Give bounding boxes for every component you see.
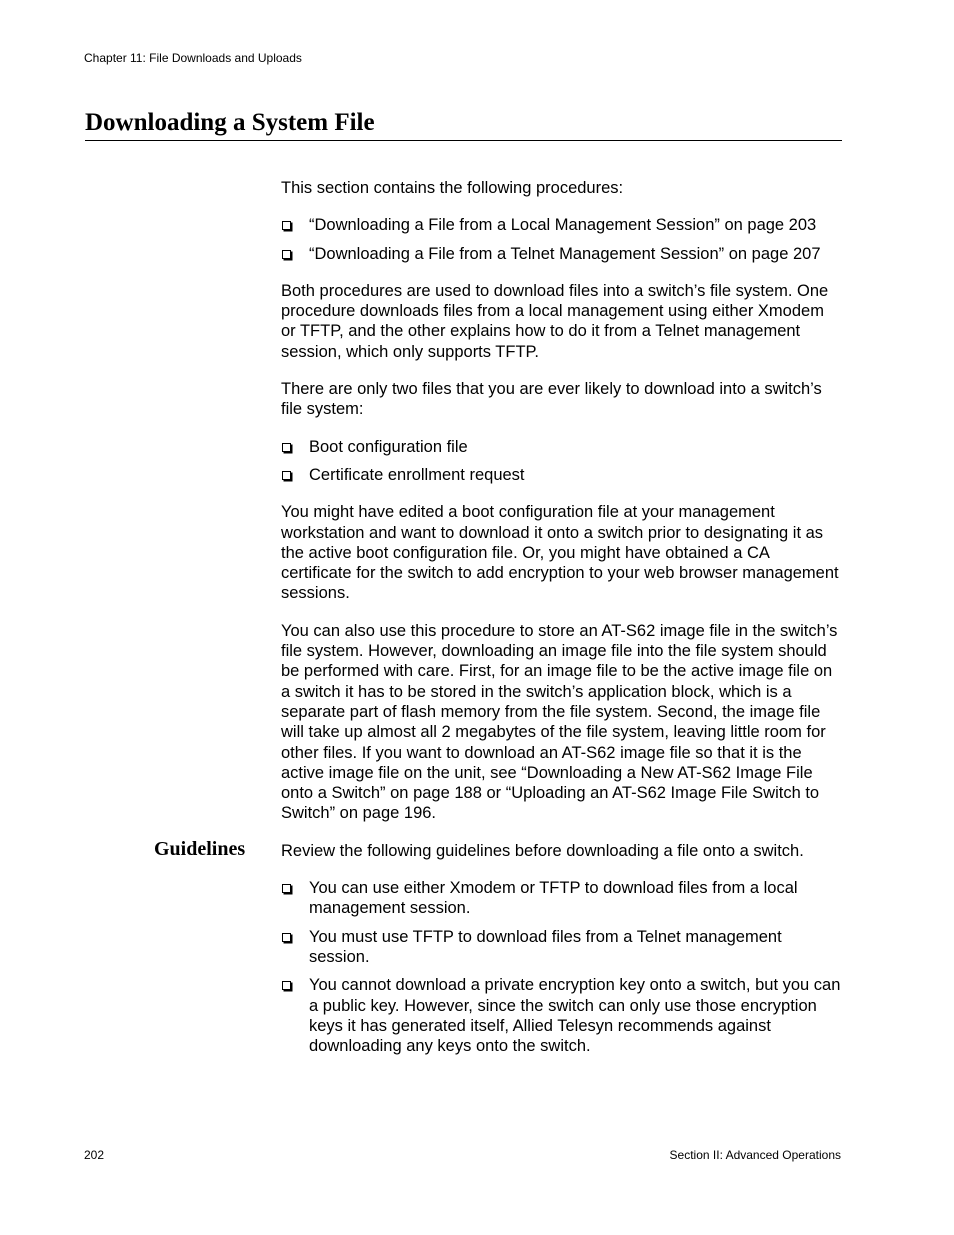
- image-file-paragraph: You can also use this procedure to store an AT-S62 image file in the switch’s file system. However, downloading an image file into the file system should be performed with care. First, for an image file to be the active image file on a switch it has to be stored in the switch’s application block, which is a separate part of flash memory from the file system. Second, the image file will take up almost all 2 megabytes of the file system, leaving little room for other files. If you want to download an AT-S62 image file so that it is the active image file on the unit, see “Downloading a New AT-S62 Image File onto a Switch” on page 188 or “Uploading an AT-S62 Image File Switch to Switch” on page 196.: [281, 621, 838, 823]
- running-header: Chapter 11: File Downloads and Uploads: [84, 51, 302, 65]
- checkbox-bullet-icon: [282, 443, 291, 452]
- file-item-label: Certificate enrollment request: [309, 465, 525, 484]
- list-item: [281, 927, 843, 968]
- guideline-text: You cannot download a private encryption key onto a switch, but you can a public key. However, since the switch can only use those encryption keys it has generated itself, Allied Telesyn recommends against downloading any keys onto the switch.: [309, 976, 841, 1056]
- file-list: [281, 437, 843, 486]
- list-item: [281, 215, 843, 235]
- checkbox-bullet-icon: [282, 471, 291, 480]
- procedures-paragraph: Both procedures are used to download files into a switch’s file system. One procedure downloads files from a local management using either Xmodem or TFTP, and the other explains how to do it from a Telnet management session, which only supports TFTP.: [281, 281, 829, 361]
- guideline-text: You must use TFTP to download files from a Telnet management session.: [309, 927, 782, 966]
- guidelines-section: [154, 837, 843, 1057]
- title-rule: [85, 140, 842, 141]
- checkbox-bullet-icon: [282, 933, 291, 942]
- checkbox-bullet-icon: [282, 221, 291, 230]
- list-item: [281, 437, 843, 457]
- guidelines-intro: Review the following guidelines before downloading a file onto a switch.: [281, 841, 804, 860]
- procedure-link-telnet[interactable]: “Downloading a File from a Telnet Management Session” on page 207: [309, 244, 821, 263]
- checkbox-bullet-icon: [282, 981, 291, 990]
- section-title: Downloading a System File: [85, 109, 375, 136]
- page-number: 202: [84, 1148, 105, 1162]
- guidelines-title: Guidelines: [154, 837, 246, 860]
- list-item: [281, 975, 843, 1056]
- file-item-label: Boot configuration file: [309, 437, 468, 456]
- procedure-link-local[interactable]: “Downloading a File from a Local Management Session” on page 203: [309, 216, 817, 235]
- checkbox-bullet-icon: [282, 884, 291, 893]
- two-files-paragraph: There are only two files that you are ever likely to download into a switch’s file system:: [281, 380, 822, 419]
- list-item: [281, 244, 843, 264]
- procedure-list: [281, 215, 843, 264]
- guideline-text: You can use either Xmodem or TFTP to download files from a local management session.: [309, 879, 798, 918]
- edited-file-paragraph: You might have edited a boot configuration file at your management workstation and want to download it onto a switch prior to designating it as the active boot configuration file. Or, you might have obtained a CA certificate for the switch to add encryption to your web browser management sessions.: [281, 503, 839, 603]
- intro-paragraph: This section contains the following procedures:: [281, 179, 624, 197]
- list-item: [281, 878, 843, 919]
- body-text: [154, 178, 843, 1073]
- footer-section-label: Section II: Advanced Operations: [669, 1148, 841, 1162]
- checkbox-bullet-icon: [282, 250, 291, 259]
- guidelines-list: [281, 878, 843, 1056]
- list-item: [281, 465, 843, 485]
